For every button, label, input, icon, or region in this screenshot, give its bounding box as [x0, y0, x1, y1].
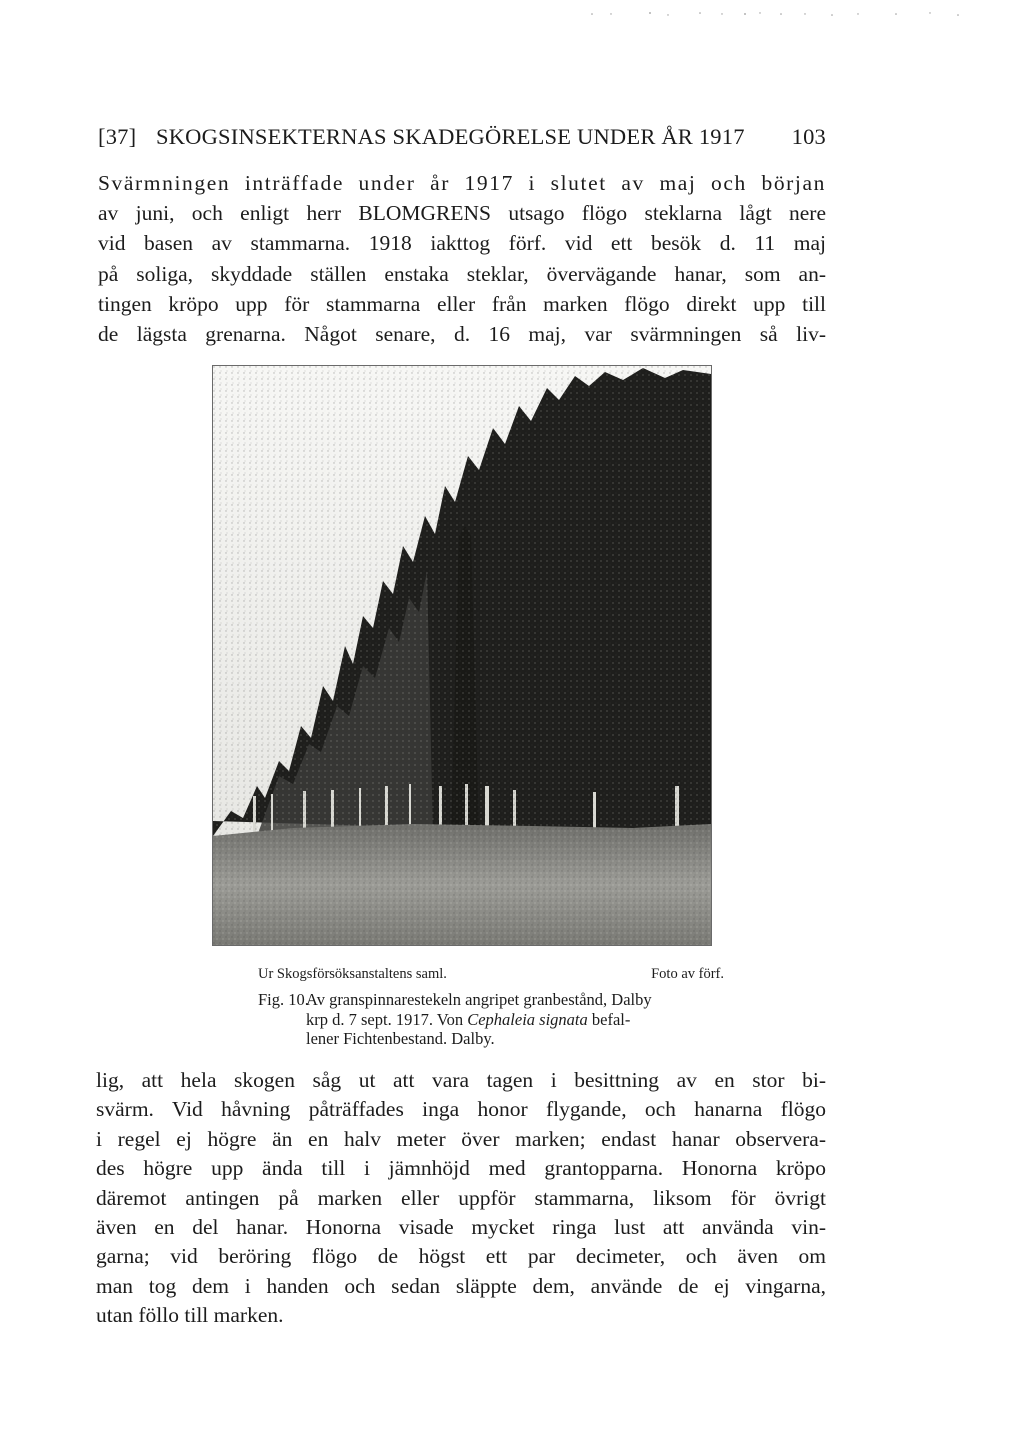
text-line: garna; vid beröring flögo de högst ett par decimeter, och även om: [96, 1244, 826, 1269]
text-line: även en del hanar. Honorna visade mycket ringa lust att använda vin-: [96, 1215, 826, 1240]
figure-label: Fig. 10.: [258, 990, 309, 1009]
text-line: des högre upp ända till i jämnhöjd med grantopparna. Honorna kröpo: [96, 1156, 826, 1181]
scan-speckle: [0, 0, 1024, 40]
text-line: däremot antingen på marken eller uppför stammarna, liksom för övrigt: [96, 1185, 826, 1210]
photographer-credit: Foto av förf.: [651, 966, 724, 982]
text-line: på soliga, skyddade ställen enstaka steklar, övervägande hanar, som an-: [98, 261, 826, 286]
paragraph-bottom: [96, 1066, 826, 1331]
paragraph-top: [98, 168, 826, 349]
text-line: vid basen av stammarna. 1918 iakttog förf. vid ett besök d. 11 maj: [98, 231, 826, 256]
page-number: 103: [791, 124, 826, 149]
species-name: Cephaleia signata: [467, 1009, 588, 1029]
caption-line: [258, 990, 724, 1010]
header-year: 1917: [698, 124, 745, 149]
text-line: tingen kröpo upp för stammarna eller från marken flögo direkt upp till: [98, 291, 826, 316]
caption-text: befal-: [587, 1009, 631, 1029]
header-title-text: SKOGSINSEKTERNAS SKADEGÖRELSE UNDER ÅR: [156, 124, 694, 149]
text-line: lig, att hela skogen såg ut att vara tagen i besittning av en stor bi-: [96, 1068, 826, 1092]
figure-caption: [258, 990, 724, 1049]
text-line: Svärmningen inträffade under år 1917 i slutet av maj och början: [98, 171, 826, 195]
caption-line: lener Fichtenbestand. Dalby.: [306, 1029, 495, 1048]
text-line: svärm. Vid håvning påträffades inga honor flygande, och hanarna flögo: [96, 1097, 826, 1122]
text-line: i regel ej högre än en halv meter över marken; endast hanar observera-: [96, 1126, 826, 1151]
text-line: av juni, och enligt herr BLOMGRENS utsago flögo steklarna lågt nere: [98, 201, 826, 226]
caption-text: Av granspinnarestekeln angripet granbestånd, Dalby: [306, 990, 652, 1009]
header-title: [156, 124, 745, 150]
spruce-stand-illustration: [213, 366, 711, 945]
collection-credit: Ur Skogsförsöksanstaltens saml.: [258, 966, 447, 982]
section-number: [37]: [98, 124, 137, 149]
text-line: de lägsta grenarna. Något senare, d. 16 maj, var svärmningen så liv-: [98, 322, 826, 347]
text-line: man tog dem i handen och sedan släppte dem, använde de ej vingarna,: [96, 1273, 826, 1298]
caption-line: [258, 1010, 724, 1030]
forest-photograph: [212, 365, 712, 946]
text-line: utan föllo till marken.: [96, 1303, 284, 1328]
caption-text: krp d. 7 sept. 1917. Von: [306, 1009, 468, 1029]
running-header: [98, 124, 826, 160]
